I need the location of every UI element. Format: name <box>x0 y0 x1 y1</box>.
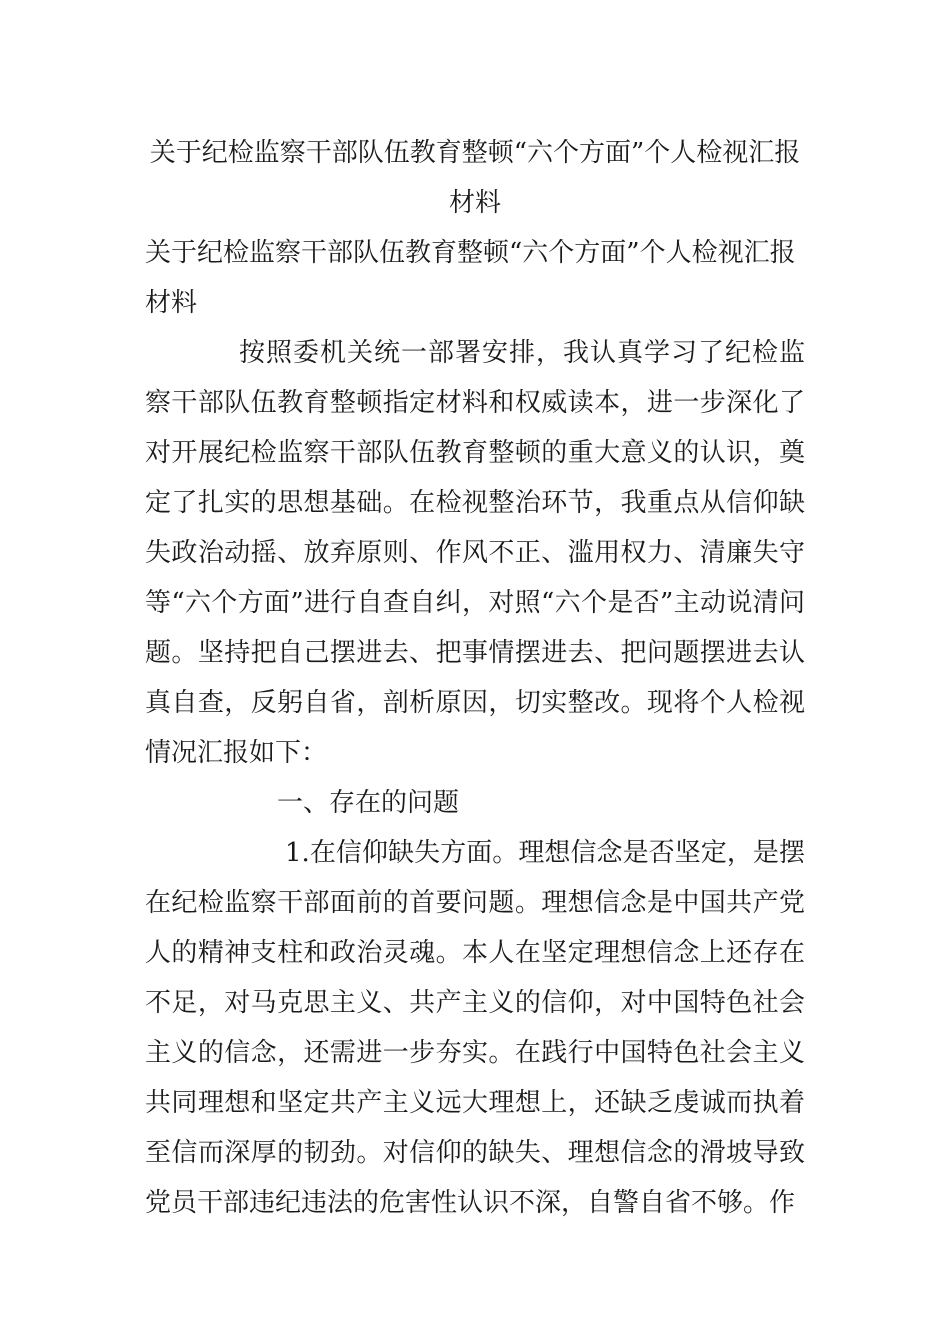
document-title: 关于纪检监察干部队伍教育整顿“六个方面”个人检视汇报材料 <box>149 138 801 218</box>
document-body <box>145 228 805 1228</box>
item-1-paragraph: 1.在信仰缺失方面。理想信念是否坚定，是摆在纪检监察干部面前的首要问题。理想信念是中国共产党人的精神支柱和政治灵魂。本人在坚定理想信念上还存在不足，对马克思主义、共产主义的信仰，对中国特色社会主义的信念，还需进一步夯实。在践行中国特色社会主义共同理想和坚定共产主义远大理想上，还缺乏虔诚而执着至信而深厚的韧劲。对信仰的缺失、理想信念的滑坡导致党员干部违纪违法的危害性认识不深，自警自省不够。作 <box>145 838 805 1218</box>
repeated-title-paragraph: 关于纪检监察干部队伍教育整顿“六个方面”个人检视汇报材料 <box>145 238 796 318</box>
section-heading-problems: 一、存在的问题 <box>277 788 460 818</box>
intro-paragraph: 按照委机关统一部署安排，我认真学习了纪检监察干部队伍教育整顿指定材料和权威读本，进一步深化了对开展纪检监察干部队伍教育整顿的重大意义的认识，奠定了扎实的思想基础。在检视整治环节，我重点从信仰缺失政治动摇、放弃原则、作风不正、滥用权力、清廉失守等“六个方面”进行自查自纠，对照“六个是否”主动说清问题。坚持把自己摆进去、把事情摆进去、把问题摆进去认真自查，反躬自省，剖析原因，切实整改。现将个人检视情况汇报如下： <box>145 338 805 768</box>
